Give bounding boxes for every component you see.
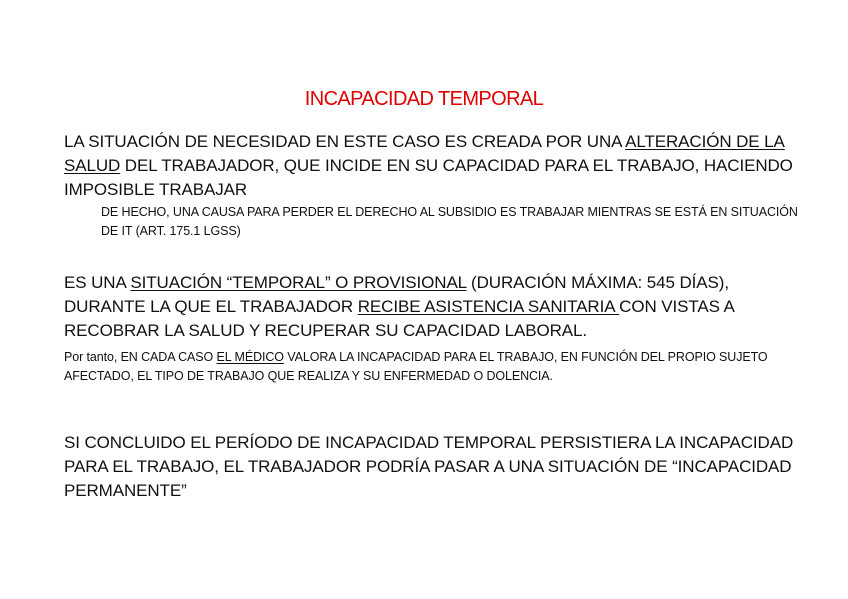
underlined-text: ALTERACIÓN DE LA SALUD bbox=[64, 132, 785, 175]
text-segment: DEL TRABAJADOR, QUE INCIDE EN SU CAPACIDAD PARA EL TRABAJO, HACIENDO IMPOSIBLE TRABAJAR bbox=[64, 156, 793, 199]
underlined-text: EL MÉDICO bbox=[216, 350, 284, 364]
text-segment: CON VISTAS A RECOBRAR LA SALUD Y RECUPERAR SU CAPACIDAD LABORAL. bbox=[64, 297, 734, 340]
paragraph-doctor-assessment bbox=[64, 348, 804, 386]
paragraph-temporary-situation bbox=[64, 271, 794, 343]
text-segment: (DURACIÓN MÁXIMA: 545 DÍAS), DURANTE LA QUE EL TRABAJADOR bbox=[64, 273, 729, 316]
text-segment: ES UNA bbox=[64, 273, 131, 292]
text-segment: LA SITUACIÓN DE NECESIDAD EN ESTE CASO ES CREADA POR UNA bbox=[64, 132, 626, 151]
underlined-text: SITUACIÓN “TEMPORAL” O PROVISIONAL bbox=[130, 273, 467, 292]
text-segment: VALORA LA INCAPACIDAD PARA EL TRABAJO, EN FUNCIÓN DEL PROPIO SUJETO AFECTADO, EL TIPO DE TRABAJO QUE REALIZA Y SU ENFERMEDAD O DOLENCIA. bbox=[64, 350, 768, 383]
slide-title: INCAPACIDAD TEMPORAL bbox=[304, 88, 544, 110]
paragraph-definition bbox=[64, 130, 794, 202]
underlined-text: RECIBE ASISTENCIA SANITARIA bbox=[357, 297, 620, 316]
text-segment: Por tanto, EN CADA CASO bbox=[64, 350, 217, 364]
paragraph-subsidy-note: DE HECHO, UNA CAUSA PARA PERDER EL DERECHO AL SUBSIDIO ES TRABAJAR MIENTRAS SE ESTÁ EN SITUACIÓN DE IT (ART. 175.1 LGSS) bbox=[101, 205, 798, 238]
paragraph-permanent-incapacity: SI CONCLUIDO EL PERÍODO DE INCAPACIDAD TEMPORAL PERSISTIERA LA INCAPACIDAD PARA EL TRABAJO, EL TRABAJADOR PODRÍA PASAR A UNA SITUACIÓN DE “INCAPACIDAD PERMANENTE” bbox=[64, 433, 794, 500]
